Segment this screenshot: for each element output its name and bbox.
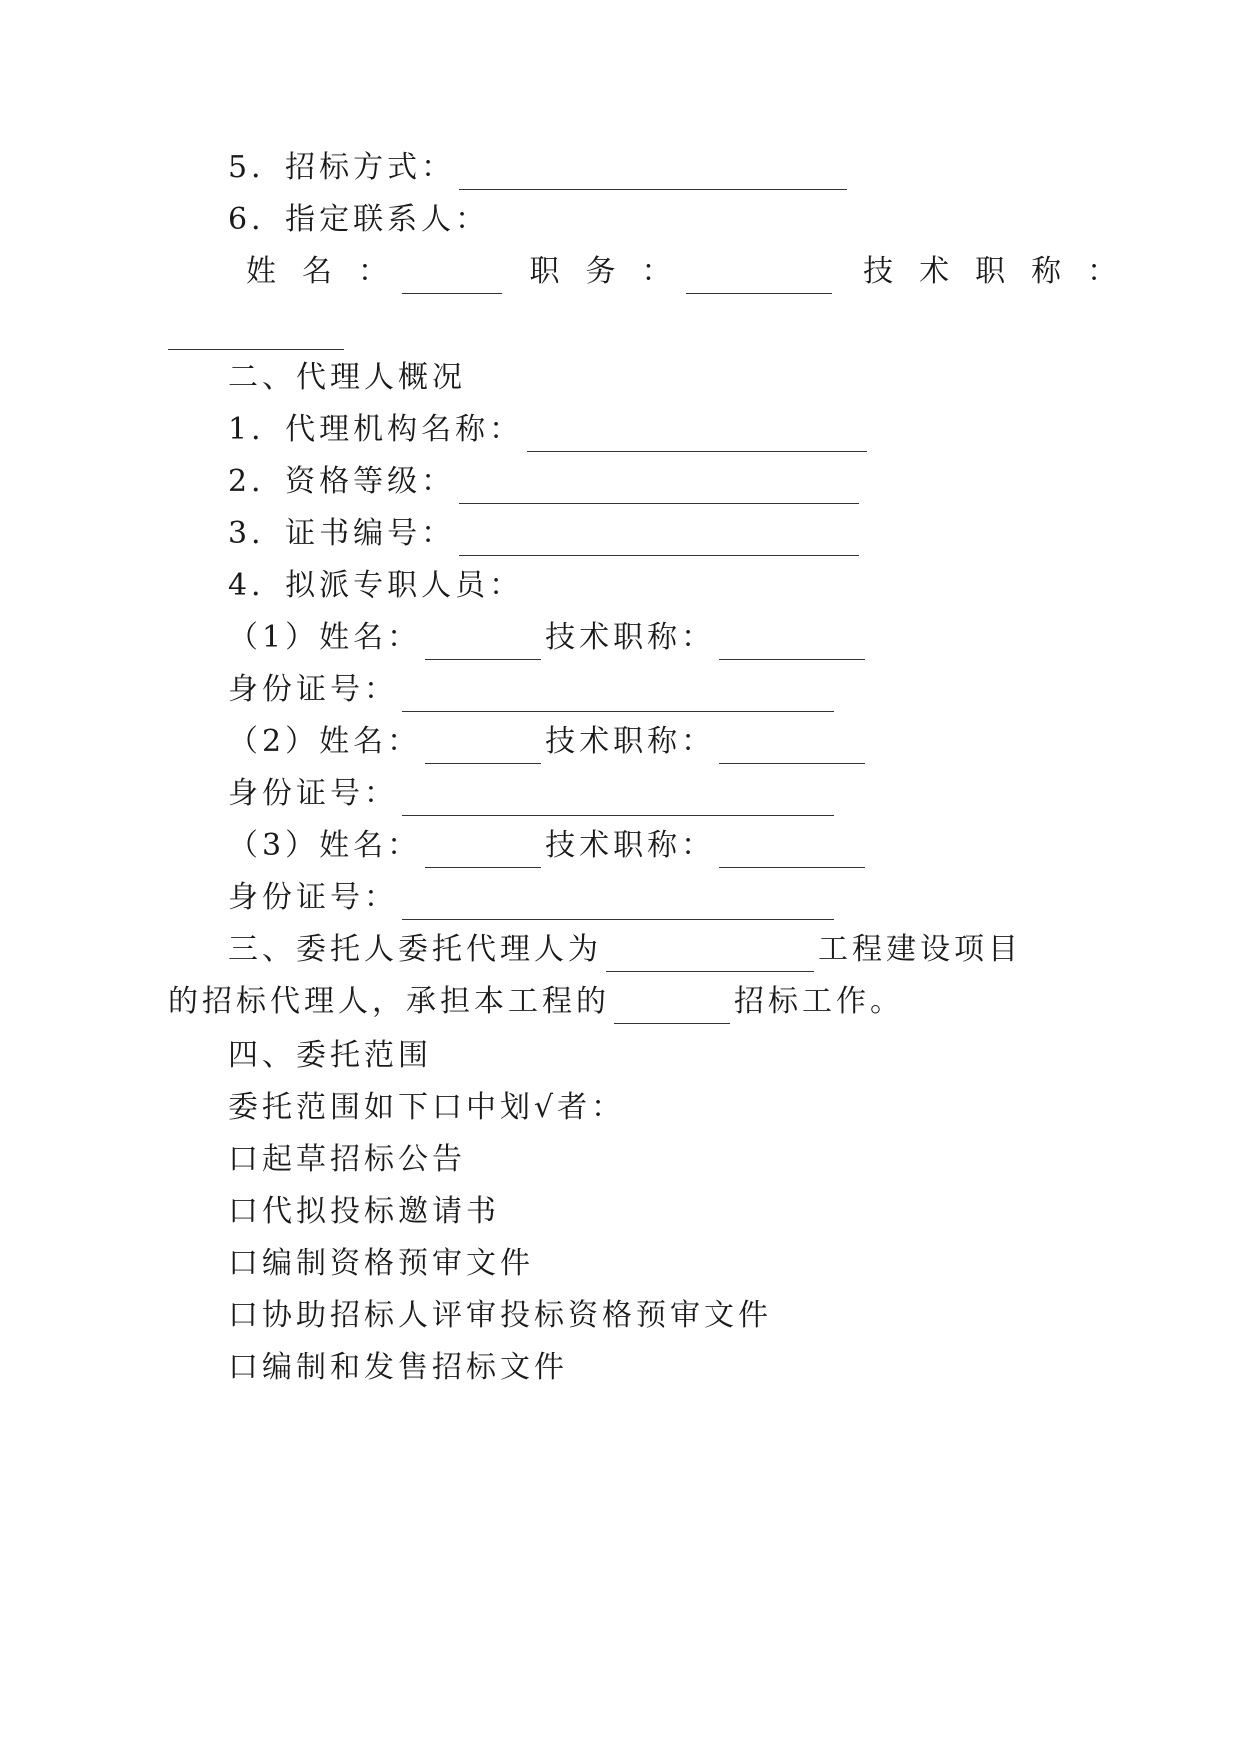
contact-fields-line [246, 250, 1144, 294]
agency-name-label: 1．代理机构名称： [228, 412, 524, 447]
scope-item[interactable] [228, 1294, 772, 1338]
entrust-text-d: 招标工作。 [734, 984, 904, 1019]
contact-name-blank[interactable] [402, 259, 502, 294]
staff-1-id-blank[interactable] [402, 677, 834, 712]
tender-method-blank[interactable] [459, 155, 847, 190]
contact-heading [228, 198, 489, 242]
tender-method-label: 5．招标方式： [228, 150, 456, 185]
entrust-text-b: 工程建设项目 [818, 932, 1022, 967]
entrust-text-c: 的招标代理人，承担本工程的 [168, 984, 610, 1019]
staff-1-id-line [228, 668, 838, 712]
staff-3-name-blank[interactable] [425, 833, 541, 868]
staff-3-id-line [228, 876, 838, 920]
scope-item-label: 口起草招标公告 [228, 1142, 466, 1177]
staff-2-id-label: 身份证号： [228, 776, 398, 811]
project-name-blank[interactable] [606, 937, 814, 972]
staff-3-title-blank[interactable] [719, 833, 865, 868]
agency-name-blank[interactable] [527, 417, 867, 452]
staff-2-title-label: 技术职称： [545, 724, 716, 759]
staff-2-name-blank[interactable] [425, 729, 541, 764]
agency-name-line [228, 408, 871, 452]
staff-2-title-blank[interactable] [719, 729, 865, 764]
contact-name-label: 姓名： [246, 254, 414, 289]
scope-intro [228, 1086, 625, 1130]
contact-post-label: 职务： [529, 254, 698, 289]
scope-item-label: 口协助招标人评审投标资格预审文件 [228, 1298, 772, 1333]
staff-2-id-blank[interactable] [402, 781, 834, 816]
contact-post-blank[interactable] [686, 259, 832, 294]
scope-item-label: 口编制资格预审文件 [228, 1246, 534, 1281]
contact-title-blank[interactable] [168, 315, 344, 350]
certificate-line [228, 512, 863, 556]
staff-1-title-label: 技术职称： [545, 620, 716, 655]
scope-item-label: 口代拟投标邀请书 [228, 1194, 500, 1229]
staff-3-line [228, 824, 869, 868]
scope-intro-text: 委托范围如下口中划√者： [228, 1090, 626, 1125]
qualification-line [228, 460, 863, 504]
contact-title-label: 技术职称： [863, 254, 1144, 289]
staff-heading [228, 564, 523, 608]
staff-1-name-blank[interactable] [425, 625, 541, 660]
scope-item-label: 口编制和发售招标文件 [228, 1350, 568, 1385]
certificate-label: 3．证书编号： [228, 516, 456, 551]
staff-2-id-line [228, 772, 838, 816]
staff-1-name-label: （1）姓名： [228, 620, 422, 655]
section-scope-title: 四、委托范围 [228, 1038, 432, 1073]
qualification-blank[interactable] [459, 469, 859, 504]
staff-1-line [228, 616, 869, 660]
staff-1-title-blank[interactable] [719, 625, 865, 660]
staff-1-id-label: 身份证号： [228, 672, 398, 707]
tender-method-line [228, 146, 851, 190]
staff-3-name-label: （3）姓名： [228, 828, 422, 863]
scope-item[interactable] [228, 1138, 466, 1182]
scope-item[interactable] [228, 1190, 500, 1234]
qualification-label: 2．资格等级： [228, 464, 456, 499]
section-scope [228, 1034, 432, 1078]
staff-3-id-label: 身份证号： [228, 880, 398, 915]
scope-type-blank[interactable] [614, 989, 730, 1024]
contact-heading-label: 6．指定联系人： [228, 202, 490, 237]
section-agent-overview [228, 356, 466, 400]
scope-item[interactable] [228, 1242, 534, 1286]
section-entrust-line-2 [168, 980, 904, 1024]
entrust-text-a: 三、委托人委托代理人为 [228, 932, 602, 967]
section-agent-overview-title: 二、代理人概况 [228, 360, 466, 395]
contact-title-continued [168, 306, 344, 350]
section-entrust-line-1 [228, 928, 1022, 972]
staff-heading-label: 4．拟派专职人员： [228, 568, 524, 603]
certificate-blank[interactable] [459, 521, 859, 556]
staff-2-line [228, 720, 869, 764]
scope-item[interactable] [228, 1346, 568, 1390]
staff-3-title-label: 技术职称： [545, 828, 716, 863]
staff-2-name-label: （2）姓名： [228, 724, 422, 759]
staff-3-id-blank[interactable] [402, 885, 834, 920]
